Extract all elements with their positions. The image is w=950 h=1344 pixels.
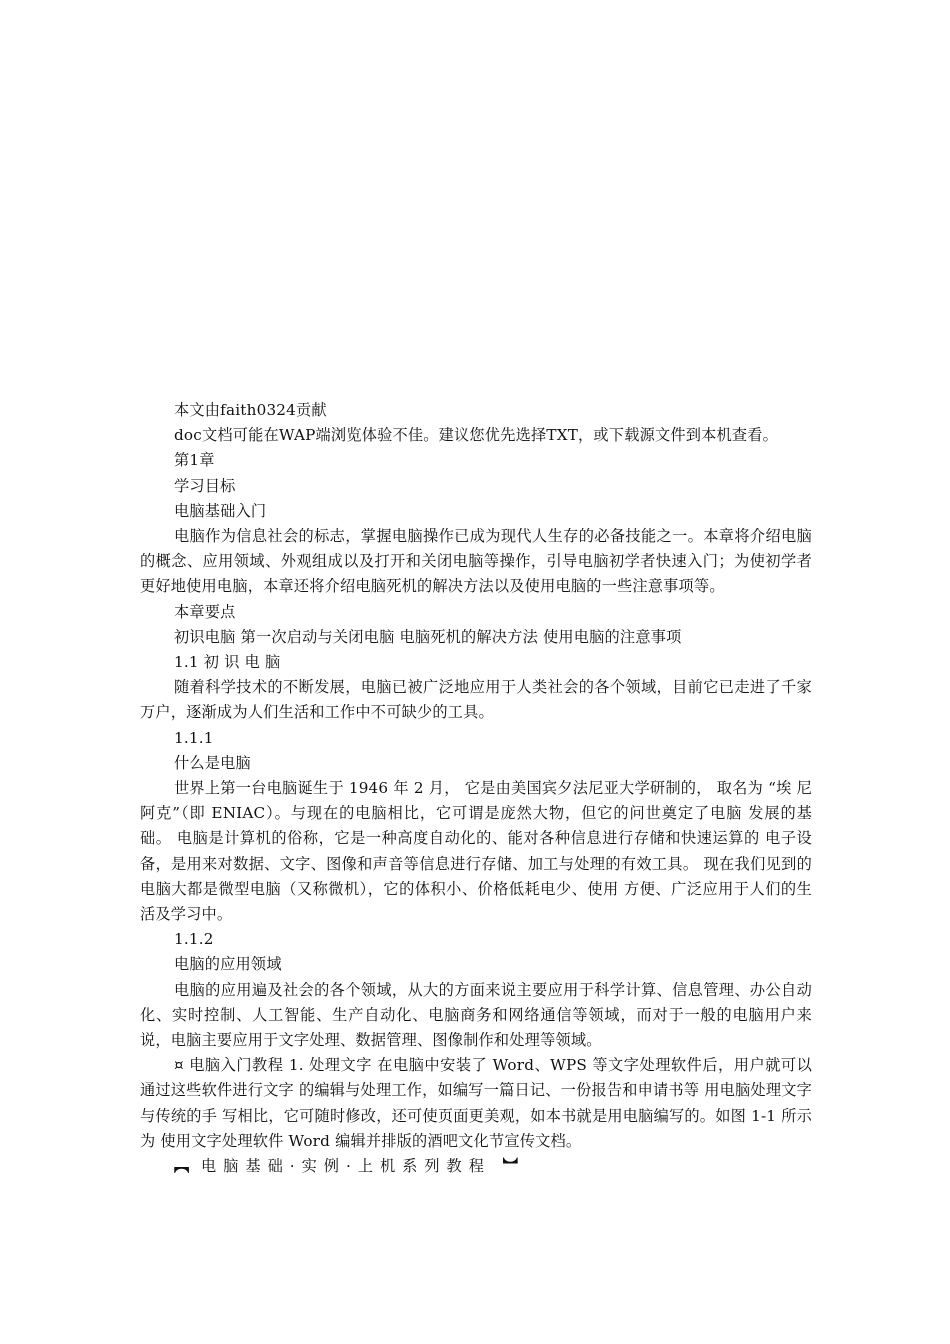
footer-left-bracket: ︻ bbox=[174, 1157, 190, 1176]
section-1-1-1-number: 1.1.1 bbox=[174, 728, 214, 747]
keypoints-list: 初识电脑 第一次启动与关闭电脑 电脑死机的解决方法 使用电脑的注意事项 bbox=[174, 627, 682, 646]
keypoints-label: 本章要点 bbox=[174, 602, 236, 621]
footer-right-bracket: ︼ bbox=[502, 1157, 518, 1176]
objectives-label: 学习目标 bbox=[174, 476, 236, 495]
section-1-1-2-title: 电脑的应用领域 bbox=[174, 955, 282, 974]
section-1-1-1-title: 什么是电脑 bbox=[174, 753, 251, 772]
document-body bbox=[140, 398, 812, 1179]
section-1-1-1-paragraph: 世界上第一台电脑诞生于 1946 年 2 月， 它是由美国宾夕法尼亚大学研制的， 取名为 “埃 尼阿克”（即 ENIAC）。与现在的电脑相比，它可谓是庞然大物，但它的问世奠定了电脑 发展的基础。 电脑是计算机的俗称，它是一种高度自动化的、能对各种信息进行存储和快速运算的 电子设备，是用来对数据、文字、图像和声音等信息进行存储、加工与处理的有效工具。 现在我们见到的电脑大都是微型电脑（又称微机），它的体积小、价格低耗电少、使用 方便、广泛应用于人们的生活及学习中。 bbox=[140, 779, 812, 924]
chapter-title: 电脑基础入门 bbox=[174, 501, 267, 520]
section-1-1-2-number: 1.1.2 bbox=[174, 930, 214, 949]
wap-notice: doc文档可能在WAP端浏览体验不佳。建议您优先选择TXT，或下载源文件到本机查看。 bbox=[174, 426, 779, 445]
section-1-1-heading: 1.1 初 识 电 脑 bbox=[174, 653, 281, 672]
series-footer bbox=[140, 1154, 812, 1179]
word-processing-paragraph: ¤ 电脑入门教程 1. 处理文字 在电脑中安装了 Word、WPS 等文字处理软件后，用户就可以通过这些软件进行文字 的编辑与处理工作，如编写一篇日记、一份报告和申请书等 用电脑处理文字与传统的手 写相比，它可随时修改，还可使页面更美观，如本书就是用电脑编写的。如图 1-1 所示为 使用文字处理软件 Word 编辑并排版的酒吧文化节宣传文档。 bbox=[140, 1056, 812, 1150]
footer-text: 电脑基础·实例·上机系列教程 bbox=[201, 1157, 491, 1176]
section-1-1-2-paragraph: 电脑的应用遍及社会的各个领域，从大的方面来说主要应用于科学计算、信息管理、办公自动化、实时控制、人工智能、生产自动化、电脑商务和网络通信等领域，而对于一般的电脑用户来说，电脑主要应用于文字处理、数据管理、图像制作和处理等领域。 bbox=[140, 980, 812, 1050]
chapter-number: 第1章 bbox=[174, 451, 215, 470]
contributor-line: 本文由faith0324贡献 bbox=[174, 401, 327, 419]
intro-paragraph: 电脑作为信息社会的标志，掌握电脑操作已成为现代人生存的必备技能之一。本章将介绍电脑的概念、应用领域、外观组成以及打开和关闭电脑等操作，引导电脑初学者快速入门；为使初学者更好地使用电脑，本章还将介绍电脑死机的解决方法以及使用电脑的一些注意事项等。 bbox=[140, 527, 812, 596]
section-1-1-paragraph: 随着科学技术的不断发展，电脑已被广泛地应用于人类社会的各个领域，目前它已走进了千家万户，逐渐成为人们生活和工作中不可缺少的工具。 bbox=[140, 678, 812, 722]
